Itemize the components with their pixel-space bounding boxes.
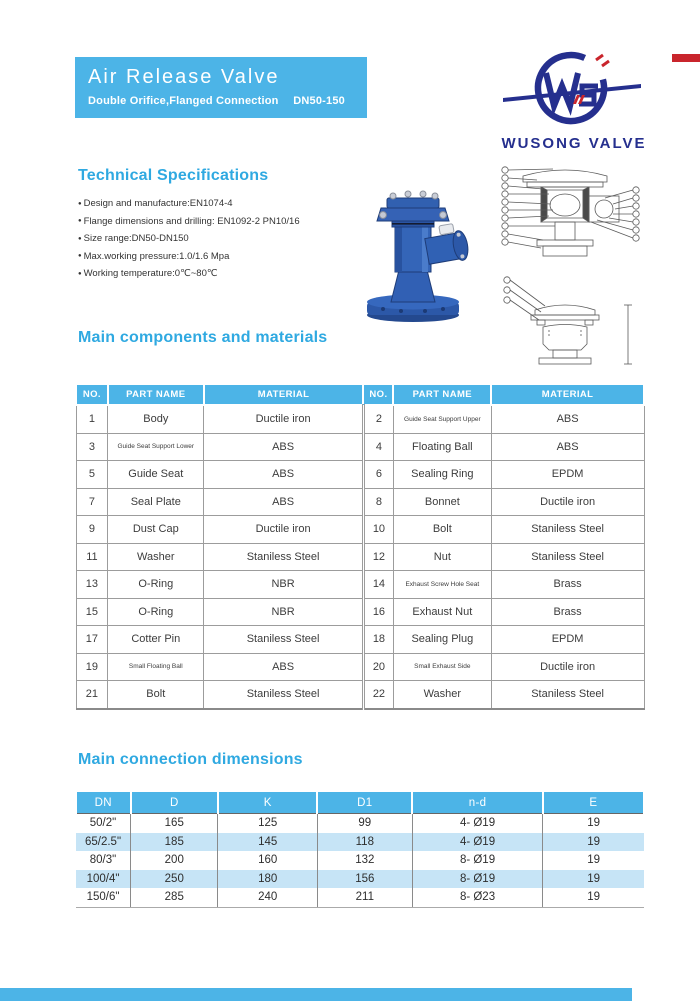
column-header: D1 — [317, 792, 412, 814]
table-cell: Bolt — [108, 681, 204, 709]
table-row — [76, 681, 644, 709]
table-cell: 150/6" — [76, 888, 131, 907]
valve-technical-drawing — [493, 160, 648, 365]
table-cell: 16 — [363, 598, 393, 626]
table-cell: 211 — [317, 888, 412, 907]
table-cell: 4- Ø19 — [412, 833, 543, 852]
table-cell: 19 — [543, 870, 644, 889]
table-row — [76, 405, 644, 433]
column-header: D — [131, 792, 218, 814]
table-cell: 165 — [131, 814, 218, 833]
table-cell: 8- Ø19 — [412, 851, 543, 870]
table-cell: Washer — [108, 543, 204, 571]
table-row — [76, 543, 644, 571]
table-cell: Ductile iron — [491, 653, 644, 681]
table-cell: 145 — [218, 833, 317, 852]
table-cell: NBR — [204, 598, 364, 626]
column-header: n-d — [412, 792, 543, 814]
product-subtitle: Double Orifice,Flanged Connection — [88, 95, 279, 107]
table-cell: 200 — [131, 851, 218, 870]
table-row — [76, 598, 644, 626]
table-cell: Bonnet — [393, 488, 491, 516]
table-cell: 180 — [218, 870, 317, 889]
table-cell: Exhaust Screw Hole Seat — [393, 571, 491, 599]
table-cell: EPDM — [491, 626, 644, 654]
table-row — [76, 653, 644, 681]
table-row — [76, 626, 644, 654]
table-cell: 156 — [317, 870, 412, 889]
table-row — [76, 433, 644, 461]
table-cell: Body — [108, 405, 204, 433]
table-cell: Staniless Steel — [491, 543, 644, 571]
table-cell: Floating Ball — [393, 433, 491, 461]
spec-item: ● Max.working pressure:1.0/1.6 Mpa — [78, 249, 353, 267]
table-cell: 240 — [218, 888, 317, 907]
table-cell: EPDM — [491, 461, 644, 489]
table-cell: Cotter Pin — [108, 626, 204, 654]
table-cell: Guide Seat Support Lower — [108, 433, 204, 461]
table-cell: 17 — [76, 626, 108, 654]
table-cell: 22 — [363, 681, 393, 709]
table-cell: 250 — [131, 870, 218, 889]
table-cell: Exhaust Nut — [393, 598, 491, 626]
product-title: Air Release Valve — [88, 66, 280, 88]
spec-item: ● Design and manufacture:EN1074-4 — [78, 196, 353, 214]
table-cell: ABS — [204, 488, 364, 516]
components-table — [75, 383, 645, 710]
column-header: K — [218, 792, 317, 814]
table-cell: Dust Cap — [108, 516, 204, 544]
table-cell: 8- Ø23 — [412, 888, 543, 907]
table-cell: 9 — [76, 516, 108, 544]
tech-specs-heading: Technical Specifications — [78, 167, 269, 184]
dimensions-heading: Main connection dimensions — [78, 751, 303, 768]
table-cell: 160 — [218, 851, 317, 870]
column-header: DN — [76, 792, 131, 814]
table-cell: 12 — [363, 543, 393, 571]
table-cell: 10 — [363, 516, 393, 544]
table-cell: Staniless Steel — [204, 681, 364, 709]
product-size-range: DN50-150 — [293, 95, 345, 107]
table-cell: 185 — [131, 833, 218, 852]
table-cell: 118 — [317, 833, 412, 852]
dimensions-table — [75, 792, 645, 908]
table-cell: 7 — [76, 488, 108, 516]
components-heading: Main components and materials — [78, 329, 328, 346]
table-cell: Guide Seat — [108, 461, 204, 489]
table-cell: Washer — [393, 681, 491, 709]
dimensions-table-body — [76, 814, 644, 908]
table-cell: Staniless Steel — [204, 543, 364, 571]
column-header: E — [543, 792, 644, 814]
table-cell: Sealing Ring — [393, 461, 491, 489]
spec-item: ● Working temperature:0℃~80℃ — [78, 266, 353, 284]
table-cell: Bolt — [393, 516, 491, 544]
table-row — [76, 851, 644, 870]
column-header: MATERIAL — [491, 384, 644, 405]
tech-specs-list — [78, 196, 353, 284]
table-row — [76, 888, 644, 907]
footer-accent-bar — [0, 988, 632, 1001]
table-cell: 125 — [218, 814, 317, 833]
product-header — [75, 57, 367, 118]
table-cell: Staniless Steel — [491, 516, 644, 544]
table-cell: 19 — [543, 833, 644, 852]
table-cell: O-Ring — [108, 571, 204, 599]
table-cell: Ductile iron — [204, 516, 364, 544]
table-cell: Sealing Plug — [393, 626, 491, 654]
table-cell: Ductile iron — [491, 488, 644, 516]
table-cell: Staniless Steel — [204, 626, 364, 654]
table-row — [76, 870, 644, 889]
table-cell: 20 — [363, 653, 393, 681]
red-accent-bar — [672, 54, 700, 62]
table-cell: 19 — [587, 817, 601, 830]
table-cell: 2 — [363, 405, 393, 433]
table-row — [76, 461, 644, 489]
table-cell: Seal Plate — [108, 488, 204, 516]
valve-photo — [343, 180, 483, 328]
column-header: NO. — [76, 384, 108, 405]
brand-logo — [498, 46, 650, 152]
table-cell: 3 — [76, 433, 108, 461]
table-cell: 100/4" — [76, 870, 131, 889]
table-cell: 285 — [131, 888, 218, 907]
spec-item: ● Size range:DN50-DN150 — [78, 231, 353, 249]
table-cell: 4- Ø19 — [412, 814, 543, 833]
table-cell: 13 — [76, 571, 108, 599]
column-header: MATERIAL — [204, 384, 364, 405]
components-table-body — [76, 405, 644, 709]
table-cell: 4 — [363, 433, 393, 461]
table-cell: 132 — [317, 851, 412, 870]
table-cell: Nut — [393, 543, 491, 571]
table-cell: 5 — [76, 461, 108, 489]
table-cell: Small Floating Ball — [108, 653, 204, 681]
table-cell: 99 — [317, 814, 412, 833]
wusong-logo-icon — [499, 46, 649, 134]
table-cell: Small Exhaust Side — [393, 653, 491, 681]
table-cell: O-Ring — [108, 598, 204, 626]
table-cell: 11 — [76, 543, 108, 571]
table-cell: Staniless Steel — [491, 681, 644, 709]
table-cell: 18 — [363, 626, 393, 654]
table-cell: Brass — [491, 571, 644, 599]
table-cell: NBR — [204, 571, 364, 599]
table-cell: 65/2.5" — [76, 833, 131, 852]
components-table-head — [76, 384, 644, 405]
table-cell: Brass — [491, 598, 644, 626]
table-cell: 14 — [363, 571, 393, 599]
table-row — [76, 488, 644, 516]
table-cell: ABS — [491, 433, 644, 461]
column-header: NO. — [363, 384, 393, 405]
table-cell: ABS — [204, 433, 364, 461]
table-cell: Guide Seat Support Upper — [393, 405, 491, 433]
table-cell: 21 — [76, 681, 108, 709]
product-subtitle-row — [88, 95, 355, 107]
table-cell: 15 — [76, 598, 108, 626]
table-row — [76, 833, 644, 852]
table-cell: 1 — [76, 405, 108, 433]
table-cell: ABS — [204, 653, 364, 681]
table-cell: 80/3" — [76, 851, 131, 870]
column-header: PART NAME — [393, 384, 491, 405]
table-cell: 19 — [587, 854, 601, 867]
table-cell: 19 — [76, 653, 108, 681]
table-cell: 8 — [363, 488, 393, 516]
column-header: PART NAME — [108, 384, 204, 405]
table-cell: 8- Ø19 — [412, 870, 543, 889]
table-row — [76, 516, 644, 544]
table-cell: ABS — [204, 461, 364, 489]
spec-item: ● Flange dimensions and drilling: EN1092-2 PN10/16 — [78, 214, 353, 232]
table-cell: ABS — [491, 405, 644, 433]
dimensions-table-head — [76, 792, 644, 814]
table-cell: 6 — [363, 461, 393, 489]
table-cell: 19 — [543, 888, 644, 907]
table-cell: 50/2" — [76, 814, 131, 833]
brand-name: WUSONG VALVE — [501, 135, 647, 152]
table-row — [76, 814, 644, 833]
table-cell: Ductile iron — [204, 405, 364, 433]
table-row — [76, 571, 644, 599]
